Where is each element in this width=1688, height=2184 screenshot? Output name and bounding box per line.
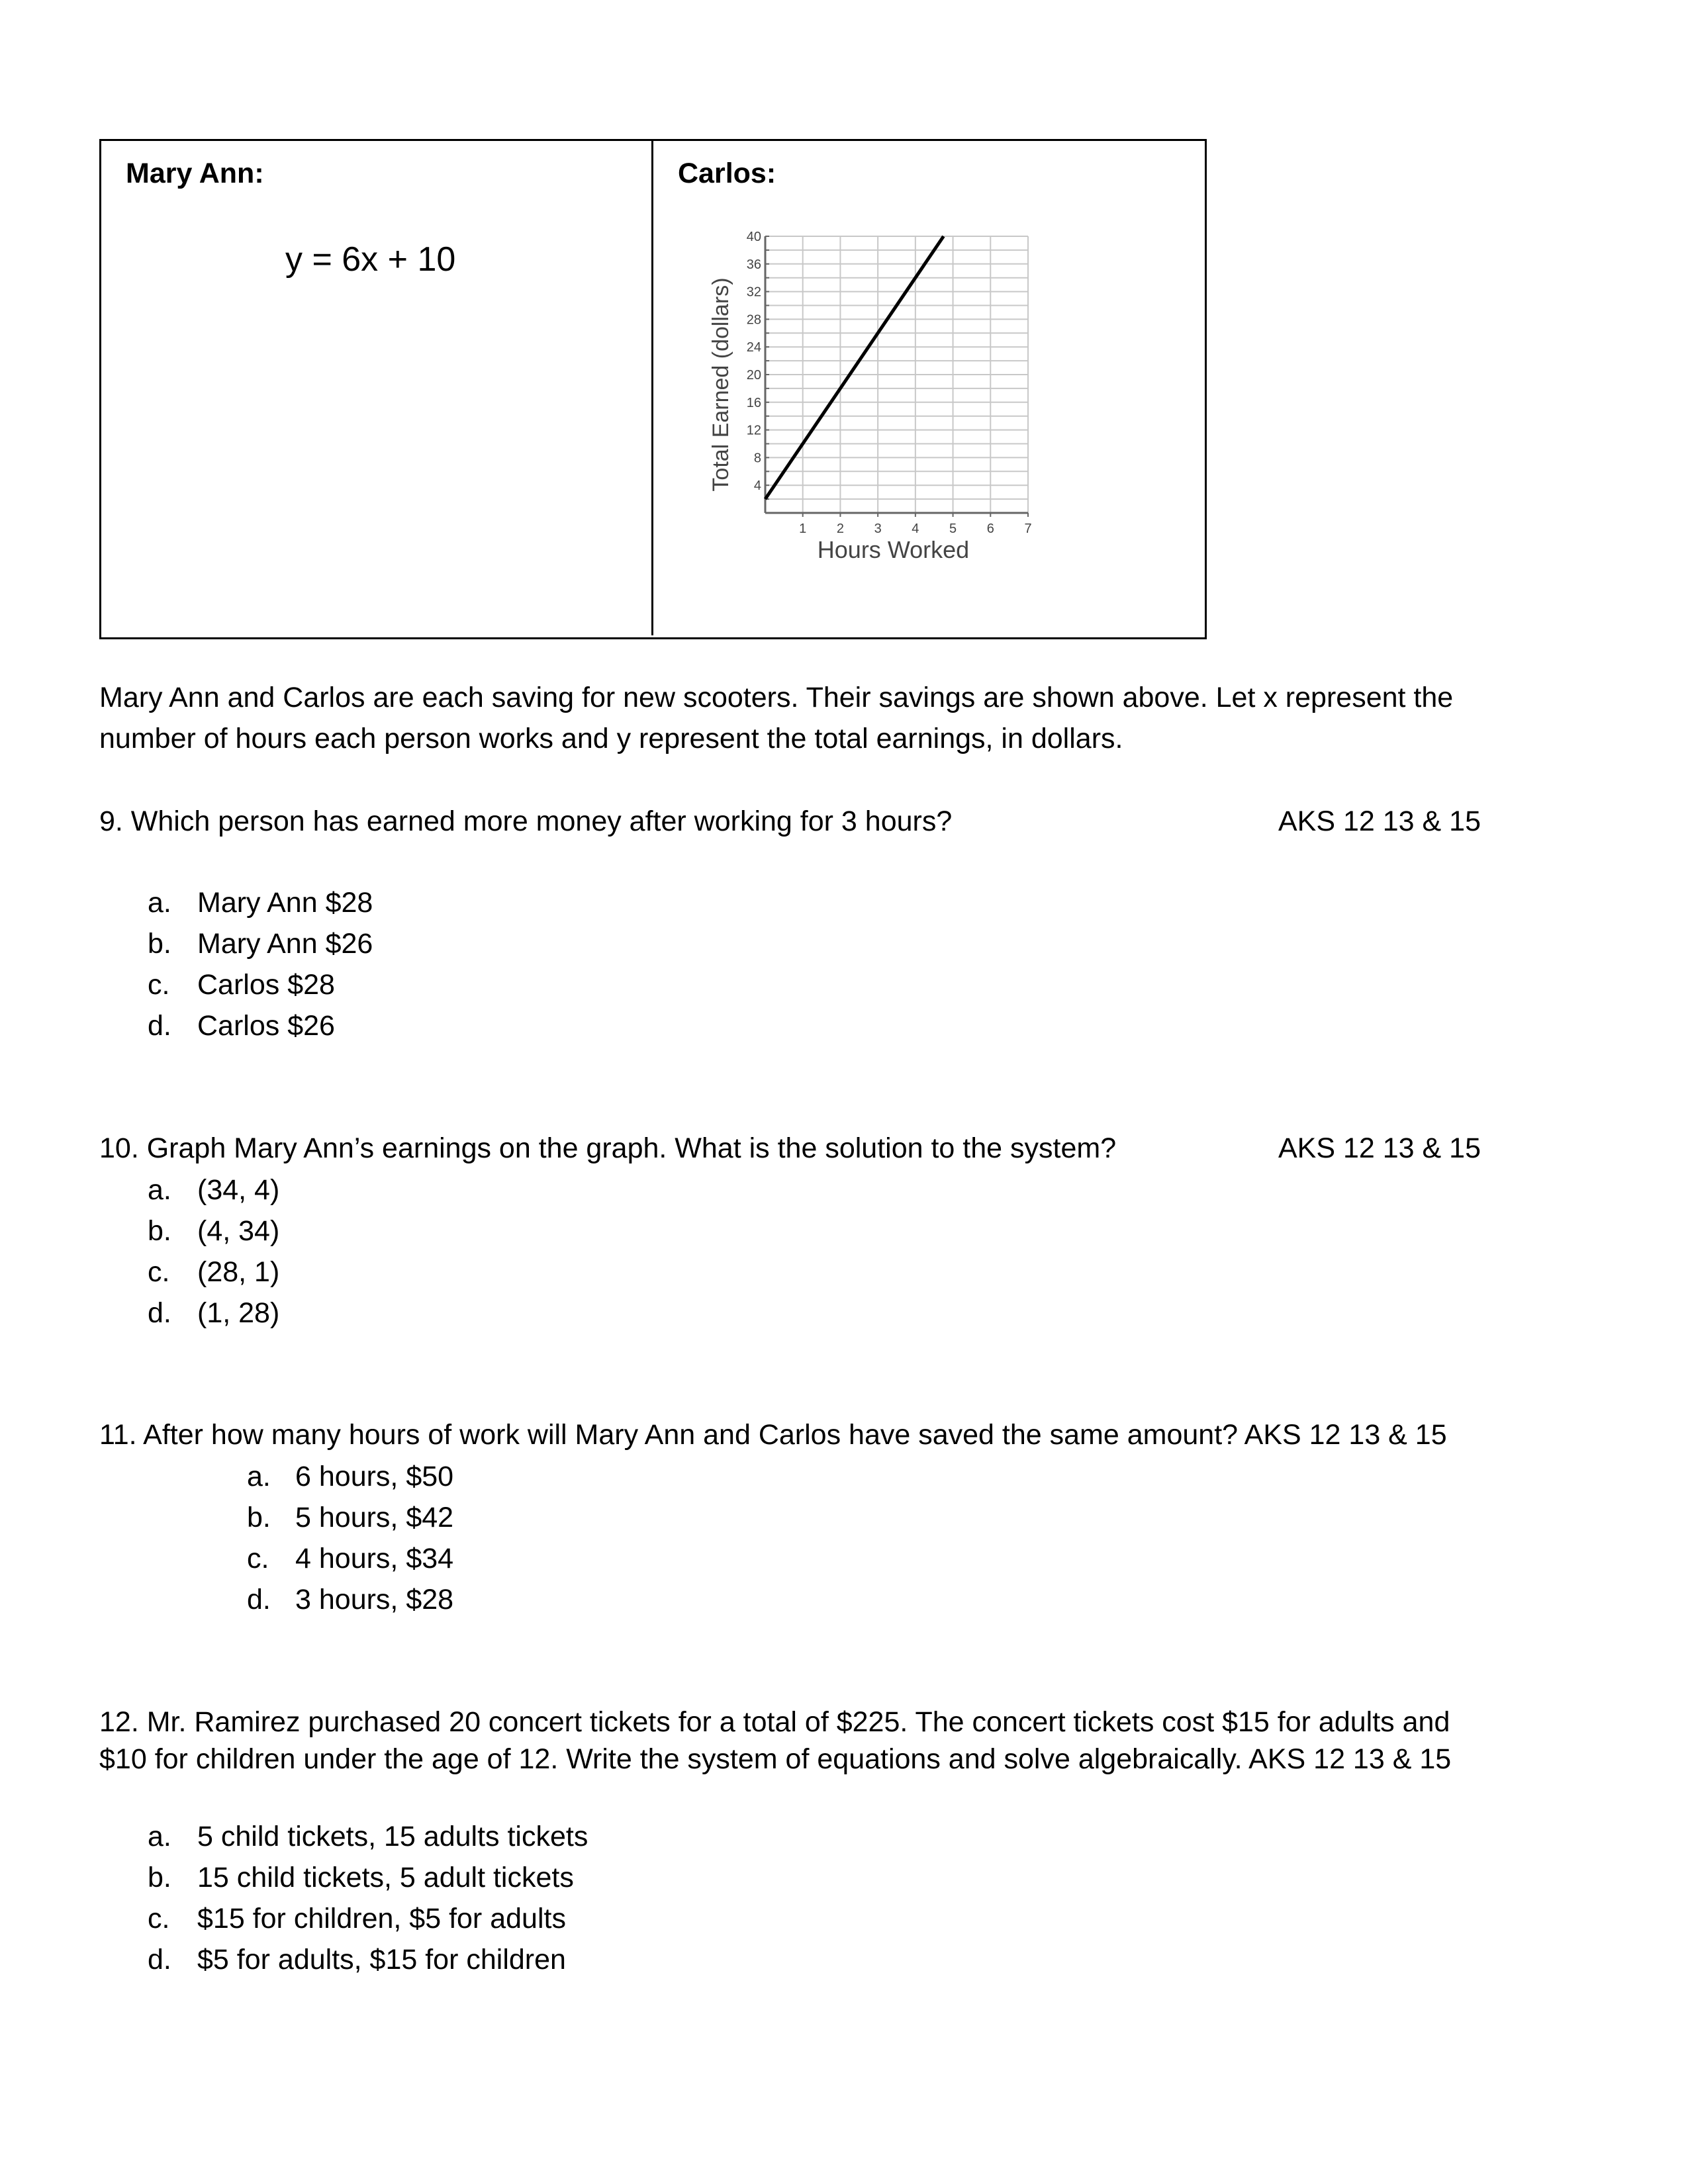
question-11: 11. After how many hours of work will Mary Ann and Carlos have saved the same amount? AKS 12 13 & 15 bbox=[99, 1419, 1447, 1451]
option-letter: d. bbox=[148, 1944, 171, 1976]
y-tick-label: 24 bbox=[746, 340, 761, 355]
y-tick-label: 4 bbox=[753, 478, 761, 494]
option-letter: c. bbox=[148, 1903, 170, 1934]
option-text: Mary Ann $28 bbox=[197, 887, 373, 919]
option-text: (34, 4) bbox=[197, 1174, 280, 1206]
option-letter: d. bbox=[148, 1010, 171, 1042]
carlos-earnings-chart bbox=[695, 218, 1119, 622]
question-10: 10. Graph Mary Ann’s earnings on the graph. What is the solution to the system? bbox=[99, 1132, 1117, 1164]
y-axis-label: Total Earned (dollars) bbox=[708, 277, 733, 492]
option-letter: a. bbox=[148, 1821, 171, 1852]
option-text: (28, 1) bbox=[197, 1256, 280, 1288]
option-text: (1, 28) bbox=[197, 1297, 280, 1329]
y-tick-label: 32 bbox=[746, 285, 761, 300]
y-tick-label: 8 bbox=[753, 451, 761, 466]
x-tick-label: 7 bbox=[1024, 522, 1032, 536]
series-line-carlos bbox=[765, 236, 943, 499]
option-text: Carlos $26 bbox=[197, 1010, 335, 1042]
question-10-aks: AKS 12 13 & 15 bbox=[1278, 1132, 1481, 1164]
option-letter: c. bbox=[148, 1256, 170, 1288]
option-letter: b. bbox=[247, 1502, 271, 1533]
mary-ann-equation: y = 6x + 10 bbox=[285, 240, 456, 279]
x-tick-label: 4 bbox=[912, 522, 919, 536]
option-text: 6 hours, $50 bbox=[295, 1461, 454, 1492]
mary-ann-label: Mary Ann: bbox=[126, 158, 264, 189]
intro-line-1: Mary Ann and Carlos are each saving for new scooters. Their savings are shown above. Let x represent the bbox=[99, 682, 1454, 713]
option-text: (4, 34) bbox=[197, 1215, 280, 1247]
x-tick-label: 5 bbox=[949, 522, 957, 536]
y-tick-label: 28 bbox=[746, 312, 761, 328]
option-text: $15 for children, $5 for adults bbox=[197, 1903, 566, 1934]
y-tick-label: 20 bbox=[746, 368, 761, 383]
option-text: 4 hours, $34 bbox=[295, 1543, 454, 1574]
option-text: 5 child tickets, 15 adults tickets bbox=[197, 1821, 588, 1852]
y-tick-label: 12 bbox=[746, 423, 761, 438]
option-letter: a. bbox=[247, 1461, 271, 1492]
option-text: Mary Ann $26 bbox=[197, 928, 373, 960]
option-letter: b. bbox=[148, 928, 171, 960]
y-tick-label: 40 bbox=[746, 230, 761, 244]
x-tick-label: 6 bbox=[986, 522, 994, 536]
option-text: 5 hours, $42 bbox=[295, 1502, 454, 1533]
option-text: 3 hours, $28 bbox=[295, 1584, 454, 1615]
carlos-label: Carlos: bbox=[678, 158, 776, 189]
option-letter: d. bbox=[247, 1584, 271, 1615]
option-letter: b. bbox=[148, 1862, 171, 1893]
x-tick-label: 1 bbox=[799, 522, 807, 536]
y-tick-label: 36 bbox=[746, 257, 761, 272]
question-12-line-2: $10 for children under the age of 12. Write the system of equations and solve algebraically. AKS 12 13 & 15 bbox=[99, 1743, 1452, 1775]
option-letter: d. bbox=[148, 1297, 171, 1329]
option-text: 15 child tickets, 5 adult tickets bbox=[197, 1862, 574, 1893]
question-9-aks: AKS 12 13 & 15 bbox=[1278, 805, 1481, 837]
y-tick-label: 16 bbox=[746, 395, 761, 410]
option-text: Carlos $28 bbox=[197, 969, 335, 1001]
option-letter: a. bbox=[148, 887, 171, 919]
x-tick-label: 2 bbox=[836, 522, 844, 536]
option-letter: b. bbox=[148, 1215, 171, 1247]
table-divider bbox=[651, 139, 653, 635]
question-12-line-1: 12. Mr. Ramirez purchased 20 concert tickets for a total of $225. The concert tickets cost $15 for adults and bbox=[99, 1706, 1450, 1738]
option-text: $5 for adults, $15 for children bbox=[197, 1944, 566, 1976]
x-axis-label: Hours Worked bbox=[817, 536, 970, 563]
x-tick-label: 3 bbox=[874, 522, 882, 536]
option-letter: a. bbox=[148, 1174, 171, 1206]
question-9: 9. Which person has earned more money after working for 3 hours? bbox=[99, 805, 953, 837]
option-letter: c. bbox=[148, 969, 170, 1001]
intro-line-2: number of hours each person works and y represent the total earnings, in dollars. bbox=[99, 723, 1123, 754]
option-letter: c. bbox=[247, 1543, 269, 1574]
